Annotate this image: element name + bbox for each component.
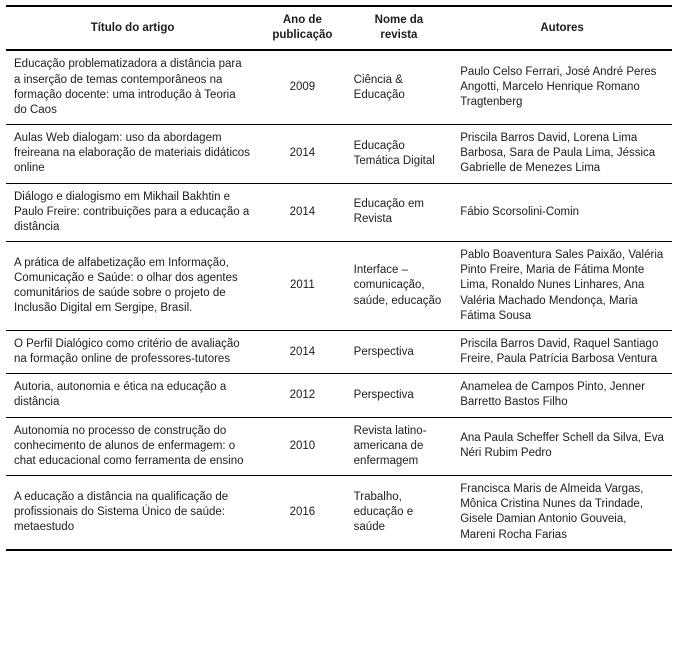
cell-autores: Priscila Barros David, Raquel Santiago Freire, Paula Patrícia Barbosa Ventura bbox=[452, 330, 672, 373]
cell-ano: 2011 bbox=[259, 242, 346, 331]
table-row bbox=[6, 183, 672, 242]
cell-titulo: Autonomia no processo de construção do conhecimento de alunos de enfermagem: o chat educacional como ferramenta de ensino bbox=[6, 417, 259, 476]
table-row bbox=[6, 330, 672, 373]
cell-titulo: Diálogo e dialogismo em Mikhail Bakhtin e Paulo Freire: contribuições para a educação a distância bbox=[6, 183, 259, 242]
cell-ano: 2014 bbox=[259, 330, 346, 373]
cell-autores: Pablo Boaventura Sales Paixão, Valéria Pinto Freire, Maria de Fátima Monte Lima, Ronaldo Nunes Linhares, Ana Valéria Machado Mendonça, Maria Fátima Sousa bbox=[452, 242, 672, 331]
cell-ano: 2012 bbox=[259, 374, 346, 417]
cell-ano: 2016 bbox=[289, 505, 316, 518]
column-header-ano: Ano de publicação bbox=[259, 6, 346, 50]
cell-revista: Interface – comunicação, saúde, educação bbox=[346, 242, 453, 331]
cell-autores: Fábio Scorsolini-Comin bbox=[452, 183, 672, 242]
cell-revista: Revista latino-americana de enfermagem bbox=[346, 417, 453, 476]
cell-titulo: O Perfil Dialógico como critério de avaliação na formação online de professores-tutores bbox=[6, 330, 259, 373]
table-row bbox=[6, 242, 672, 331]
table-row bbox=[6, 374, 672, 417]
cell-autores: Anamelea de Campos Pinto, Jenner Barretto Bastos Filho bbox=[452, 374, 672, 417]
cell-titulo: A educação a distância na qualificação de profissionais do Sistema Único de saúde: metaestudo bbox=[14, 490, 229, 534]
cell-titulo: Aulas Web dialogam: uso da abordagem freireana na elaboração de materiais didáticos online bbox=[6, 125, 259, 184]
cell-titulo: A prática de alfabetização em Informação, Comunicação e Saúde: o olhar dos agentes comunitários de saúde sobre o projeto de Inclusão Digital em Sergipe, Brasil. bbox=[6, 242, 259, 331]
cell-autores: Priscila Barros David, Lorena Lima Barbosa, Sara de Paula Lima, Jéssica Gabrielle de Menezes Lima bbox=[452, 125, 672, 184]
cell-titulo: Autoria, autonomia e ética na educação a distância bbox=[6, 374, 259, 417]
cell-ano: 2014 bbox=[259, 125, 346, 184]
column-header-autores: Autores bbox=[452, 6, 672, 50]
table-row bbox=[6, 50, 672, 124]
cell-autores: Francisca Maris de Almeida Vargas, Mônica Cristina Nunes da Trindade, Gisele Damian Antonio Gouveia, Mareni Rocha Farias bbox=[460, 483, 644, 541]
cell-autores: Ana Paula Scheffer Schell da Silva, Eva Néri Rubim Pedro bbox=[452, 417, 672, 476]
cell-ano: 2014 bbox=[259, 183, 346, 242]
table-header-row bbox=[6, 6, 672, 50]
cell-revista: Educação Temática Digital bbox=[346, 125, 453, 184]
cell-titulo: Educação problematizadora a distância para a inserção de temas contemporâneos na formação docente: uma introdução à Teoria do Caos bbox=[6, 50, 259, 124]
column-header-revista: Nome da revista bbox=[346, 6, 453, 50]
cell-ano: 2010 bbox=[259, 417, 346, 476]
articles-table bbox=[6, 5, 672, 551]
table-row bbox=[6, 417, 672, 476]
cell-revista: Ciência & Educação bbox=[346, 50, 453, 124]
cell-ano: 2009 bbox=[259, 50, 346, 124]
column-header-titulo: Título do artigo bbox=[6, 6, 259, 50]
cell-revista: Perspectiva bbox=[346, 330, 453, 373]
table-row bbox=[6, 476, 672, 550]
cell-revista: Educação em Revista bbox=[346, 183, 453, 242]
table-row bbox=[6, 125, 672, 184]
cell-revista: Perspectiva bbox=[346, 374, 453, 417]
cell-revista: Trabalho, educação e saúde bbox=[353, 490, 414, 534]
cell-autores: Paulo Celso Ferrari, José André Peres Angotti, Marcelo Henrique Romano Tragtenberg bbox=[452, 50, 672, 124]
